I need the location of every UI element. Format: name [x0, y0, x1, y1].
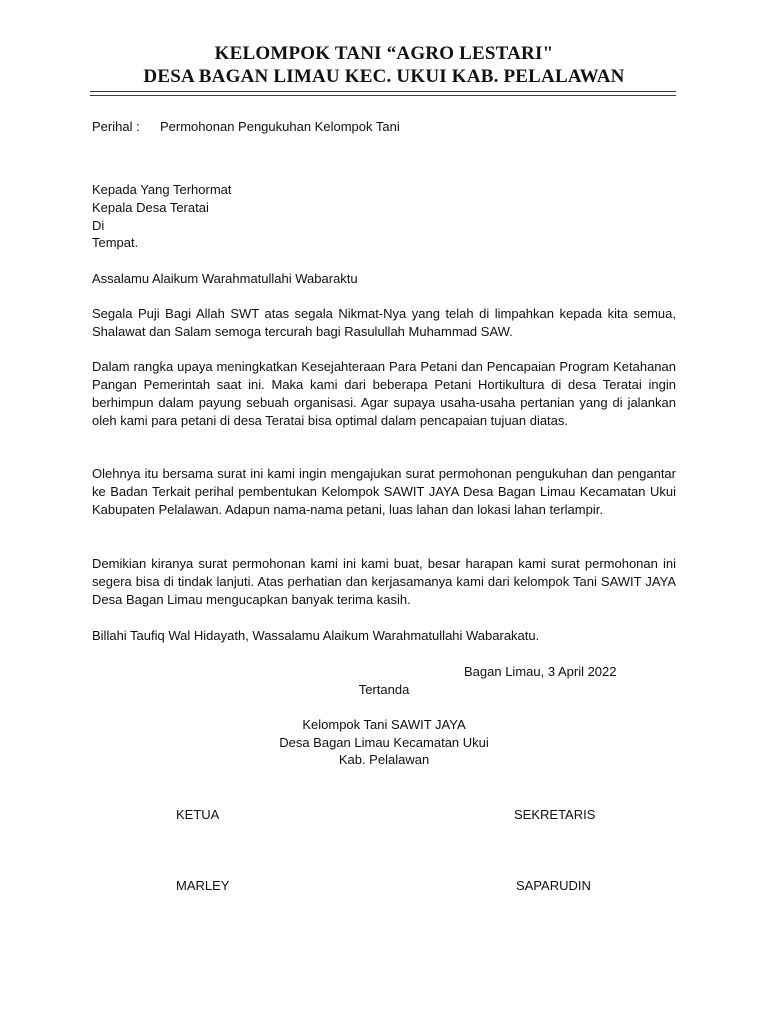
org-line-2: Desa Bagan Limau Kecamatan Ukui [279, 735, 489, 750]
paragraph-3: Olehnya itu bersama surat ini kami ingin mengajukan surat permohonan pengukuhan dan pengantar ke Badan Terkait perihal pembentukan Kelompok SAWIT JAYA Desa Bagan Limau Kecamatan Ukui Kabupaten Pelalawan. Adapun nama-nama petani, luas lahan dan lokasi lahan terlampir. [92, 466, 676, 517]
letterhead-subtitle: DESA BAGAN LIMAU KEC. UKUI KAB. PELALAWAN [143, 66, 625, 87]
place-date: Bagan Limau, 3 April 2022 [464, 664, 617, 679]
greeting: Assalamu Alaikum Warahmatullahi Wabaraktu [92, 271, 358, 286]
signatory-name-right: SAPARUDIN [516, 878, 591, 893]
address-line-3: Di [92, 218, 105, 233]
paragraph-2: Dalam rangka upaya meningkatkan Kesejahteraan Para Petani dan Pencapaian Program Ketahanan Pangan Pemerintah saat ini. Maka kami dari beberapa Petani Hortikultura di desa Teratai ingin berhimpun dalam payung sebuah organisasi. Agar supaya usaha-usaha pertanian yang di jalankan oleh kami para petani di desa Teratai bisa optimal dalam pencapaian tujuan diatas. [92, 359, 676, 428]
subject-value: Permohonan Pengukuhan Kelompok Tani [160, 119, 400, 134]
closing-line: Billahi Taufiq Wal Hidayath, Wassalamu Alaikum Warahmatullahi Wabarakatu. [92, 628, 540, 643]
letterhead-rule-bottom [90, 95, 676, 96]
paragraph-1: Segala Puji Bagi Allah SWT atas segala Nikmat-Nya yang telah di limpahkan kepada kita semua, Shalawat dan Salam semoga tercurah bagi Rasulullah Muhammad SAW. [92, 306, 676, 339]
signatory-name-left: MARLEY [176, 878, 230, 893]
subject-label: Perihal : [92, 119, 140, 134]
signatory-title-right: SEKRETARIS [514, 807, 596, 822]
address-line-1: Kepada Yang Terhormat [92, 182, 232, 197]
org-line-3: Kab. Pelalawan [338, 752, 430, 767]
tertanda-label: Tertanda [358, 682, 410, 697]
letterhead-rule-top [90, 91, 676, 92]
org-line-1: Kelompok Tani SAWIT JAYA [302, 717, 466, 732]
signatory-title-left: KETUA [176, 807, 220, 822]
paragraph-4: Demikian kiranya surat permohonan kami ini kami buat, besar harapan kami surat permohonan ini segera bisa di tindak lanjuti. Atas perhatian dan kerjasamanya kami dari kelompok Tani SAWIT JAYA Desa Bagan Limau mengucapkan banyak terima kasih. [92, 556, 676, 607]
address-line-4: Tempat. [92, 235, 139, 250]
address-line-2: Kepala Desa Teratai [92, 200, 209, 215]
letterhead-title: KELOMPOK TANI “AGRO LESTARI" [214, 43, 554, 64]
